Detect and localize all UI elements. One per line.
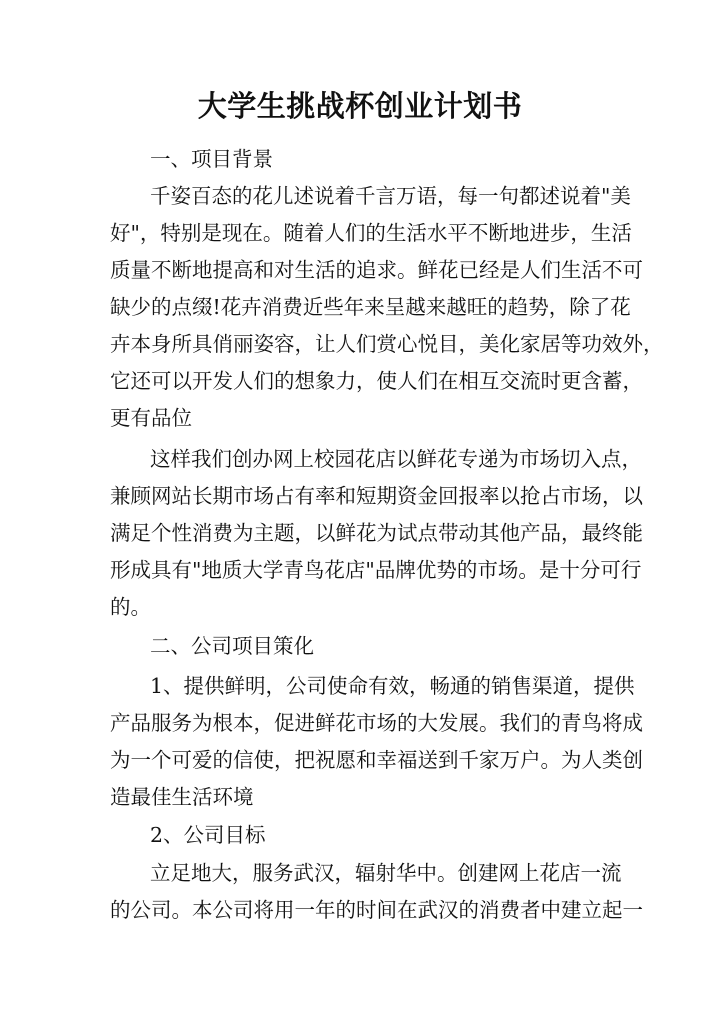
paragraph-line: 它还可以开发人们的想象力，使人们在相互交流时更含蓄，: [110, 369, 643, 393]
paragraph-line: 更有品位: [110, 406, 192, 430]
paragraph-line: 兼顾网站长期市场占有率和短期资金回报率以抢占市场，以: [110, 484, 643, 508]
paragraph-line: 立足地大，服务武汉，辐射华中。创建网上花店一流: [150, 861, 622, 885]
section-heading-project-background: 一、项目背景: [150, 147, 273, 171]
paragraph-line: 缺少的点缀!花卉消费近些年来呈越来越旺的趋势，除了花: [110, 295, 631, 319]
paragraph-line: 质量不断地提高和对生活的追求。鲜花已经是人们生活不可: [110, 258, 643, 282]
paragraph-line: 为一个可爱的信使，把祝愿和幸福送到千家万户。为人类创: [110, 748, 643, 772]
paragraph-line: 的公司。本公司将用一年的时间在武汉的消费者中建立起一: [110, 898, 643, 922]
document-title: 大学生挑战杯创业计划书: [197, 89, 523, 123]
paragraph-line: 形成具有"地质大学青鸟花店"品牌优势的市场。是十分可行: [110, 558, 642, 582]
paragraph-line: 的。: [110, 595, 151, 619]
paragraph-line: 这样我们创办网上校园花店以鲜花专递为市场切入点，: [150, 447, 642, 471]
paragraph-line: 好"，特别是现在。随着人们的生活水平不断地进步，生活: [110, 221, 632, 245]
paragraph-line: 产品服务为根本，促进鲜花市场的大发展。我们的青鸟将成: [110, 711, 643, 735]
paragraph-line: 满足个性消费为主题，以鲜花为试点带动其他产品，最终能: [110, 521, 643, 545]
paragraph-line: 千姿百态的花儿述说着千言万语，每一句都述说着"美: [150, 184, 631, 208]
paragraph-line: 1、提供鲜明，公司使命有效，畅通的销售渠道，提供: [150, 674, 635, 698]
paragraph-line: 造最佳生活环境: [110, 785, 254, 809]
subheading-company-goal: 2、公司目标: [150, 823, 266, 847]
section-heading-company-planning: 二、公司项目策化: [150, 634, 314, 658]
paragraph-line: 卉本身所具俏丽姿容，让人们赏心悦目，美化家居等功效外，: [110, 332, 664, 356]
